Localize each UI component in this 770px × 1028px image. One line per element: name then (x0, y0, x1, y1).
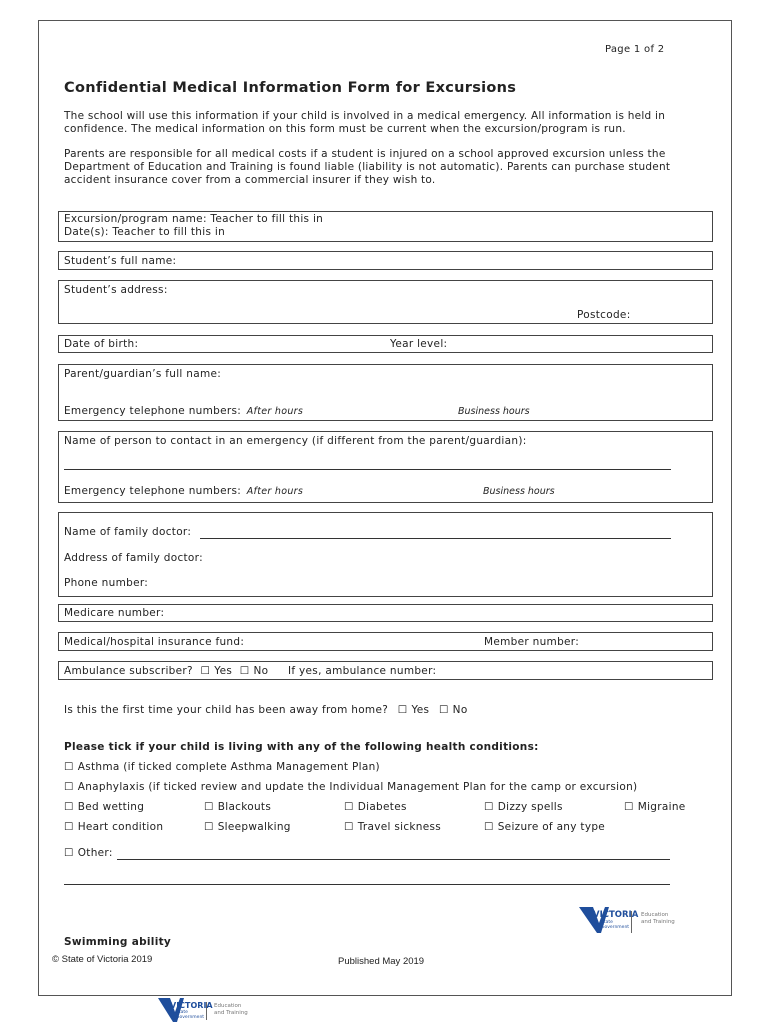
migraine-checkbox[interactable] (624, 801, 686, 813)
swimming-ability-heading: Swimming ability (64, 936, 172, 948)
logo-bottom-sub2: Government (176, 1015, 205, 1020)
intro-paragraph-2: Parents are responsible for all medical costs if a student is injured on a school approved excursion unless the Department of Education and Training is found liable (liability is not automatic). Parents can purchase student accident insurance cover from a commercial insurer if they wish to. (64, 148, 671, 186)
form-title: Confidential Medical Information Form for Excursions (64, 80, 517, 96)
logo-dept2: and Training (641, 919, 675, 925)
first-time-no-label: No (452, 704, 468, 716)
heart-condition-label: Heart condition (77, 821, 164, 833)
bed-wetting-checkbox[interactable] (64, 801, 144, 813)
ambulance-number-label: If yes, ambulance number: (288, 665, 437, 677)
contact-person-line[interactable] (64, 469, 671, 470)
year-level-label: Year level: (390, 338, 448, 350)
phone-number-label: Phone number: (64, 577, 149, 589)
insurance-fund-label: Medical/hospital insurance fund: (64, 636, 245, 648)
other-checkbox[interactable] (64, 847, 113, 859)
logo-bottom-brand: VICTORIA (170, 1001, 213, 1010)
asthma-label: Asthma (if ticked complete Asthma Management Plan) (77, 761, 380, 773)
heart-condition-checkbox[interactable] (64, 821, 163, 833)
excursion-name-label: Excursion/program name: Teacher to fill this in (64, 213, 324, 225)
ambulance-no-label: No (253, 665, 269, 677)
anaphylaxis-label: Anaphylaxis (if ticked review and update the Individual Management Plan for the camp or excursion) (77, 781, 638, 793)
contact-person-label: Name of person to contact in an emergency (if different from the parent/guardian): (64, 435, 527, 447)
published-date: Published May 2019 (338, 956, 425, 967)
member-number-label: Member number: (484, 636, 580, 648)
anaphylaxis-checkbox[interactable] (64, 781, 637, 793)
emergency-phone-2-label (64, 485, 303, 497)
intro-paragraph-1: The school will use this information if your child is involved in a medical emergency. All information is held in confidence. The medical information on this form must be current when the excursion/program is run. (64, 110, 666, 135)
dates-label: Date(s): Teacher to fill this in (64, 226, 226, 238)
dizzy-spells-label: Dizzy spells (497, 801, 563, 813)
doctor-name-line[interactable] (200, 538, 671, 539)
bed-wetting-label: Bed wetting (77, 801, 145, 813)
victoria-logo-bottom (158, 998, 278, 1024)
first-time-yes-checkbox[interactable] (398, 704, 430, 716)
logo-sub1: State (601, 920, 613, 925)
logo-bottom-dept1: Education (214, 1003, 242, 1009)
guardian-box[interactable] (58, 364, 713, 421)
travel-sickness-label: Travel sickness (357, 821, 442, 833)
seizure-label: Seizure of any type (497, 821, 606, 833)
sleepwalking-checkbox[interactable] (204, 821, 291, 833)
asthma-checkbox[interactable] (64, 761, 380, 773)
business-hours-label: Business hours (458, 406, 530, 417)
first-time-no-checkbox[interactable] (439, 704, 468, 716)
victoria-logo (579, 905, 699, 937)
dob-label: Date of birth: (64, 338, 139, 350)
migraine-label: Migraine (637, 801, 686, 813)
form-page (38, 20, 732, 996)
business-hours-2-label: Business hours (483, 486, 555, 497)
emergency-contact-box[interactable] (58, 431, 713, 503)
other-label: Other: (77, 847, 113, 859)
student-name-field[interactable] (58, 251, 713, 270)
after-hours-label: After hours (246, 406, 304, 417)
medicare-field[interactable] (58, 604, 713, 622)
medicare-label: Medicare number: (64, 607, 165, 619)
student-address-field[interactable] (58, 280, 713, 324)
ambulance-no-checkbox[interactable] (240, 665, 269, 677)
postcode-label: Postcode: (577, 309, 631, 321)
blackouts-checkbox[interactable] (204, 801, 271, 813)
seizure-checkbox[interactable] (484, 821, 605, 833)
logo-sub2: Government (601, 925, 630, 930)
dob-year-field[interactable] (58, 335, 713, 353)
first-time-yes-label: Yes (411, 704, 430, 716)
logo-bottom-dept2: and Training (214, 1010, 248, 1016)
ambulance-yes-checkbox[interactable] (201, 665, 233, 677)
diabetes-checkbox[interactable] (344, 801, 407, 813)
other-line-2[interactable] (64, 884, 670, 885)
doctor-address-label: Address of family doctor: (64, 552, 203, 564)
logo-brand: VICTORIA (593, 910, 639, 920)
dizzy-spells-checkbox[interactable] (484, 801, 563, 813)
doctor-name-label: Name of family doctor: (64, 526, 192, 538)
copyright: © State of Victoria 2019 (52, 954, 153, 965)
page-number: Page 1 of 2 (605, 44, 665, 55)
ambulance-yes-label: Yes (214, 665, 233, 677)
student-address-label: Student’s address: (64, 284, 168, 296)
first-time-question: Is this the first time your child has been away from home? (64, 704, 389, 716)
ambulance-row (64, 665, 436, 677)
guardian-name-label: Parent/guardian’s full name: (64, 368, 222, 380)
student-name-label: Student’s full name: (64, 255, 177, 267)
travel-sickness-checkbox[interactable] (344, 821, 441, 833)
insurance-field[interactable] (58, 632, 713, 651)
first-time-row (64, 704, 468, 716)
blackouts-label: Blackouts (217, 801, 272, 813)
emergency-phone-2-text: Emergency telephone numbers: (64, 485, 242, 497)
emergency-phone-text: Emergency telephone numbers: (64, 405, 242, 417)
logo-bottom-sub1: State (176, 1010, 188, 1015)
logo-dept1: Education (641, 912, 669, 918)
other-line-1[interactable] (117, 859, 670, 860)
conditions-heading: Please tick if your child is living with any of the following health conditions: (64, 741, 539, 753)
diabetes-label: Diabetes (357, 801, 407, 813)
excursion-box[interactable] (58, 211, 713, 242)
sleepwalking-label: Sleepwalking (217, 821, 291, 833)
ambulance-field[interactable] (58, 661, 713, 680)
after-hours-2-label: After hours (246, 486, 304, 497)
ambulance-subscriber-label: Ambulance subscriber? (64, 665, 193, 677)
family-doctor-box[interactable] (58, 512, 713, 597)
emergency-phone-label (64, 405, 303, 417)
